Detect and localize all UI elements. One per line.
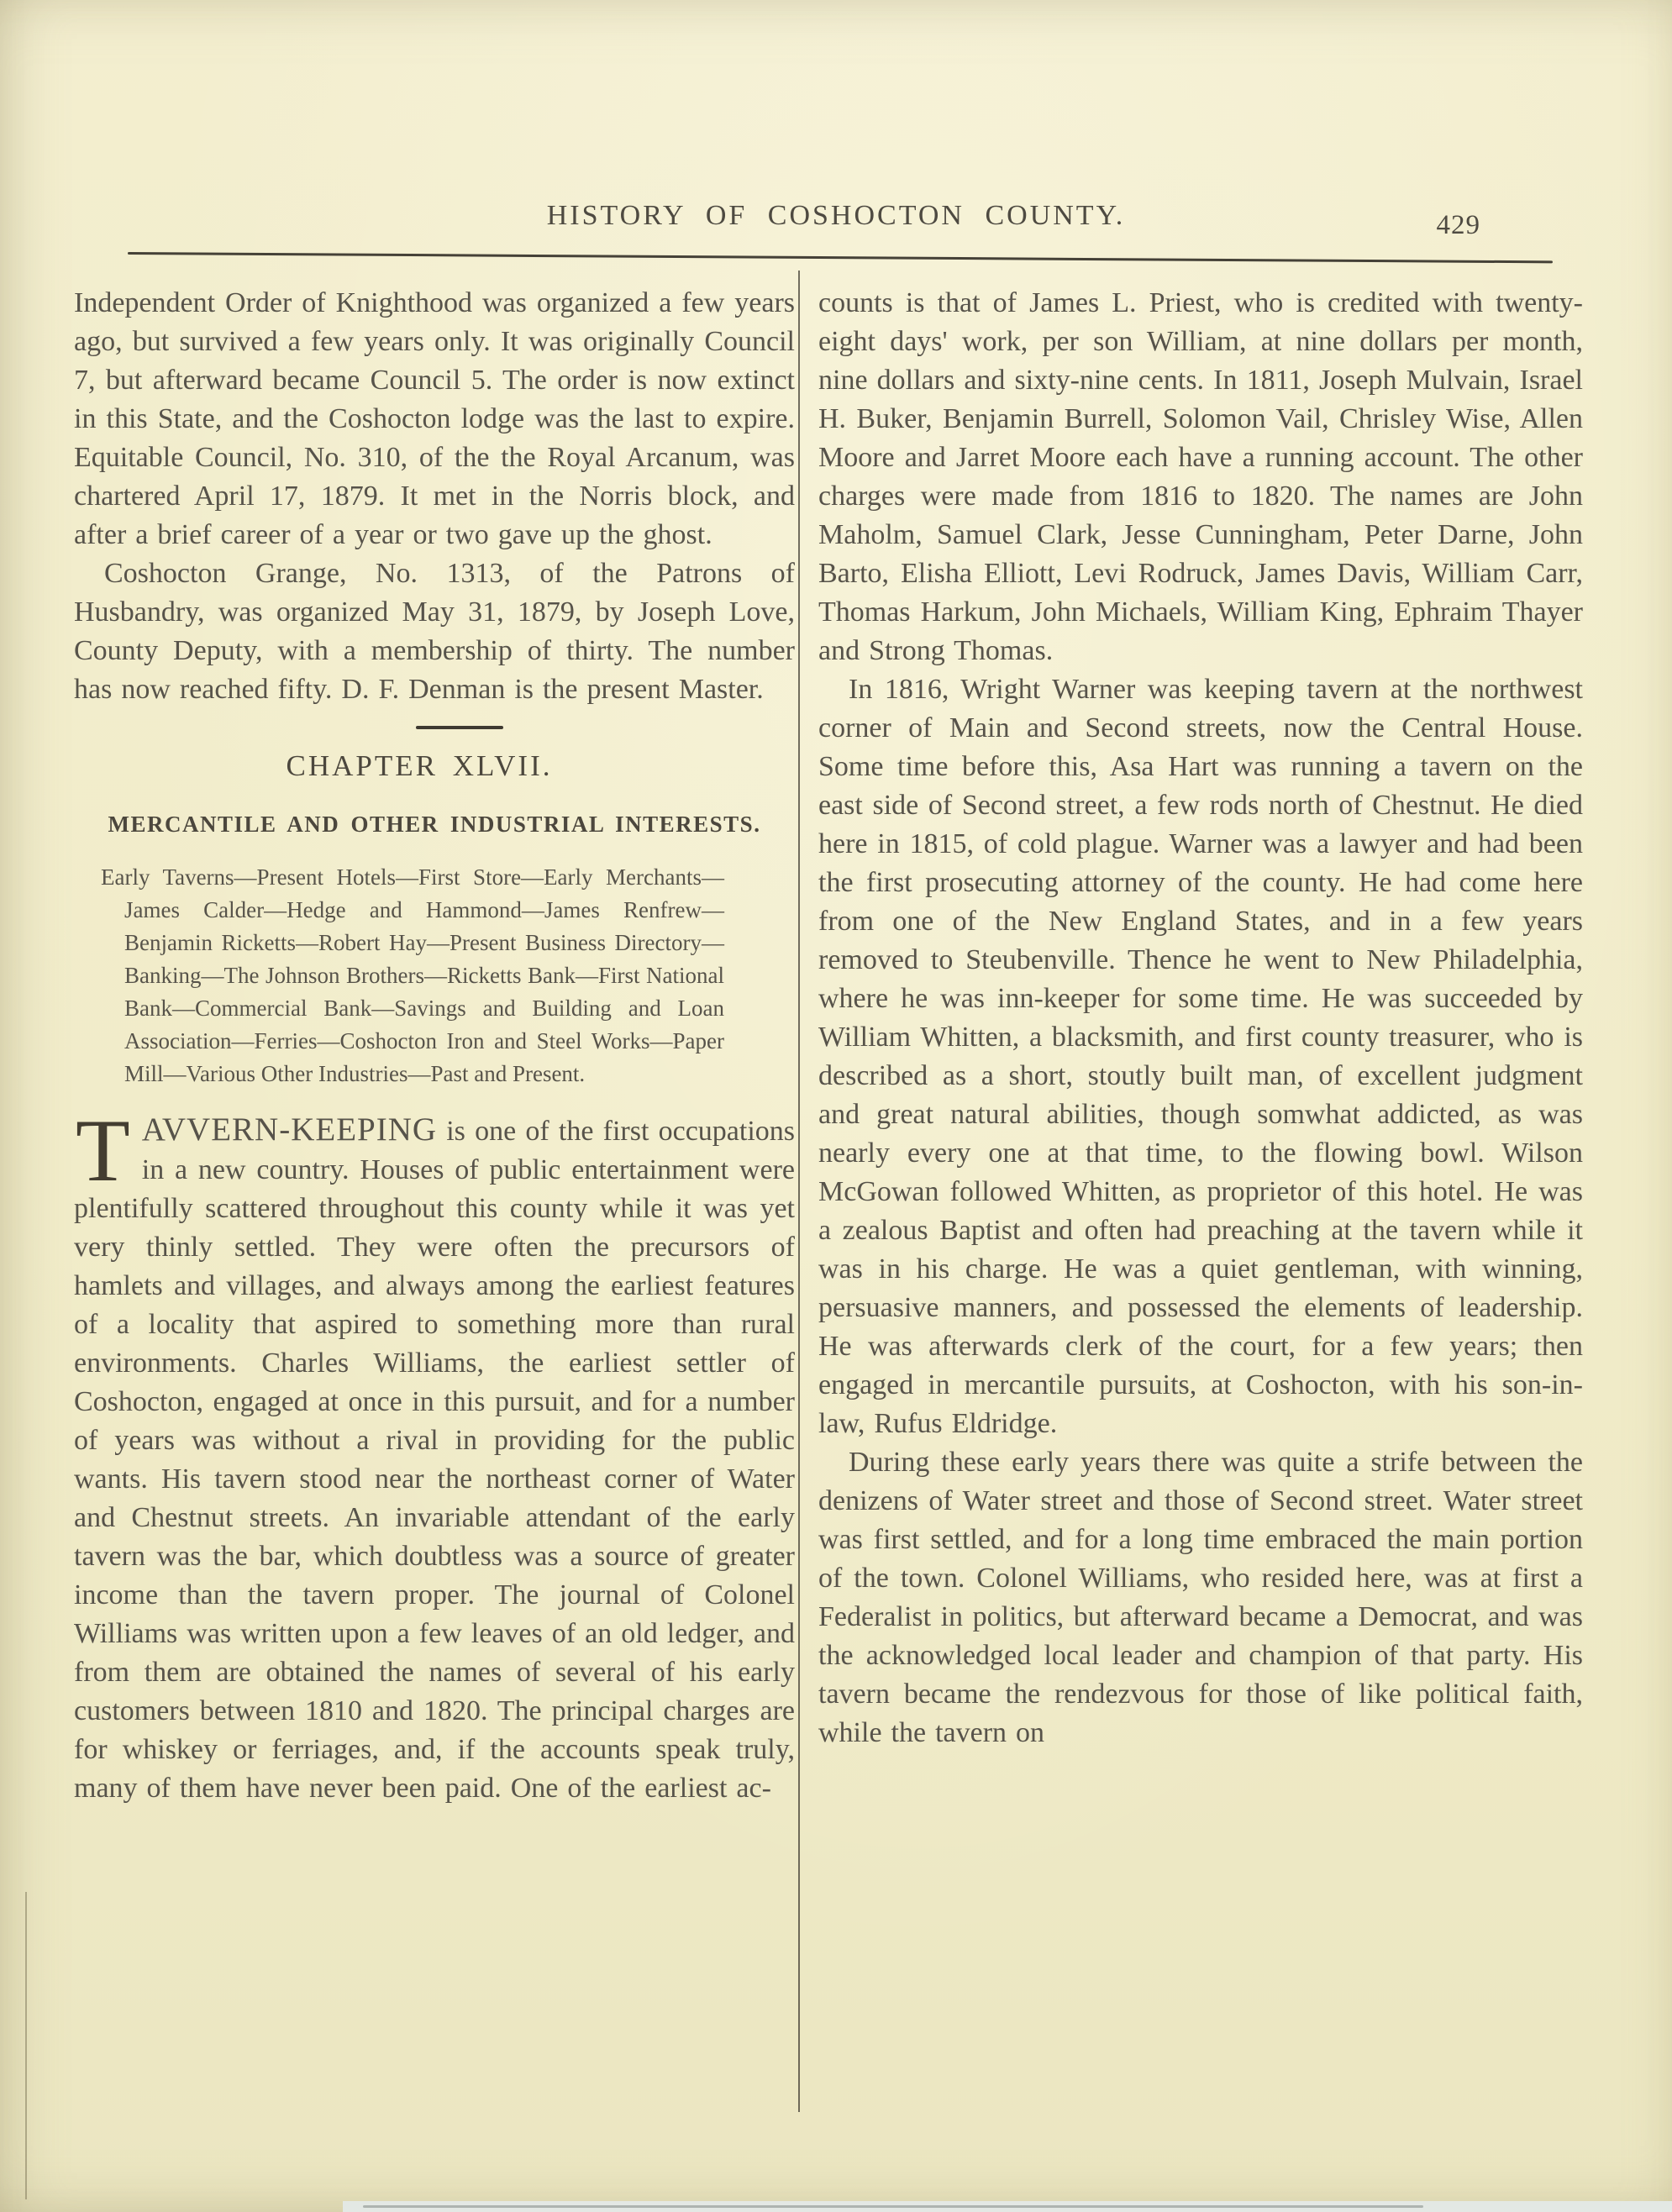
lead-word: AVVERN-KEEPING [141,1111,438,1148]
scan-bottom-edge-streak [363,2205,1423,2208]
left-column [74,284,795,1808]
paragraph-street-strife: During these early years there was quite a strife between the denizens of Water street and those of Second street. Water street was first settled, and for a long time embraced the main portion of the town. Colonel Williams, who resided here, was at first a Federalist in politics, but afterward became a Democrat, and was the acknowledged local leader and champion of that party. His tavern became the rendezvous for those of like political faith, while the tavern on [818,1447,1583,1748]
scan-left-edge-artifact [25,1892,27,2199]
right-column [818,284,1583,1808]
paragraph-wright-warner: In 1816, Wright Warner was keeping tavern at the northwest corner of Main and Second streets, now the Central House. Some time before this, Asa Hart was running a tavern on the east side of Second street, a few rods north of Chestnut. He died here in 1815, of cold plague. Warner was a lawyer and had been the first prosecuting attorney of the county. He had come here from one of the New England States, and in a few years removed to Steubenville. Thence he went to New Philadelphia, where he was inn-keeper for some time. He was succeeded by William Whitten, a blacksmith, and first county treasurer, who is described as a short, stoutly built man, of excellent judgment and great natural abilities, though somwhat addicted, as was nearly every one at that time, to the flowing bowl. Wilson McGowan followed Whitten, as proprietor of this hotel. He was a zealous Baptist and often had preaching at the tavern while it was in his charge. He was a quiet gentleman, with winning, persuasive manners, and possessed the elements of leadership. He was afterwards clerk of the court, for a few years; then engaged in mercantile pursuits, at Coshocton, with his son-in-law, Rufus Eldridge. [818,674,1583,1439]
section-heading: MERCANTILE AND OTHER INDUSTRIAL INTERESTS. [108,812,761,837]
chapter-heading: CHAPTER XLVII. [286,749,553,782]
paragraph-grange: Coshocton Grange, No. 1313, of the Patrons of Husbandry, was organized May 31, 1879, by Joseph Love, County Deputy, with a membership of thirty. The number has now reached fifty. D. F. Denman is the present Master. [74,558,795,705]
section-divider-rule [416,726,503,729]
text-columns [74,284,1583,1808]
drop-cap-initial: T [76,1101,130,1200]
paragraph-accounts: counts is that of James L. Priest, who is credited with twenty-eight days' work, per son William, at nine dollars per month, nine dollars and sixty-nine cents. In 1811, Joseph Mulvain, Israel H. Buker, Benjamin Burrell, Solomon Vail, Chrisley Wise, Allen Moore and Jarret Moore each have a running account. The other charges were made from 1816 to 1820. The names are John Maholm, Samuel Clark, Jesse Cunningham, Peter Darne, John Barto, Elisha Elliott, Levi Rodruck, James Davis, William Carr, Thomas Harkum, John Michaels, William King, Ephraim Thayer and Strong Thomas. [818,287,1583,666]
paragraph-tavern-keeping-text: is one of the first occupations in a new country. Houses of public entertainment were plentifully scattered throughout this county while it was yet very thinly settled. They were often the precursors of hamlets and villages, and always among the earliest features of a locality that aspired to something more than rural environments. Charles Williams, the earliest settler of Coshocton, engaged at once in this pursuit, and for a number of years was without a rival in providing for the public wants. His tavern stood near the northeast corner of Water and Chestnut streets. An invariable attendant of the early tavern was the bar, which doubtless was a source of greater income than the tavern proper. The journal of Colonel Williams was written upon a few leaves of an old ledger, and from them are obtained the names of several of his early customers between 1810 and 1820. The principal charges are for whiskey or ferriages, and, if the accounts speak truly, many of them have never been paid. One of the earliest ac- [74,1116,795,1804]
chapter-synopsis: Early Taverns—Present Hotels—First Store—Early Merchants—James Calder—Hedge and Hammond—James Renfrew—Benjamin Ricketts—Robert Hay—Present Business Directory—Banking—The Johnson Brothers—Ricketts Bank—First National Bank—Commercial Bank—Savings and Building and Loan Association—Ferries—Coshocton Iron and Steel Works—Paper Mill—Various Other Industries—Past and Present. [101,864,724,1086]
header-rule [128,252,1553,263]
paragraph-tavern-keeping [74,1101,795,1808]
running-head-title: HISTORY OF COSHOCTON COUNTY. [546,200,1126,231]
page-number: 429 [1436,210,1480,240]
paragraph-knighthood: Independent Order of Knighthood was organized a few years ago, but survived a few years only. It was originally Council 7, but afterward became Council 5. The order is now extinct in this State, and the Coshocton lodge was the last to expire. Equitable Council, No. 310, of the the Royal Arcanum, was chartered April 17, 1879. It met in the Norris block, and after a brief career of a year or two gave up the ghost. [74,287,795,550]
